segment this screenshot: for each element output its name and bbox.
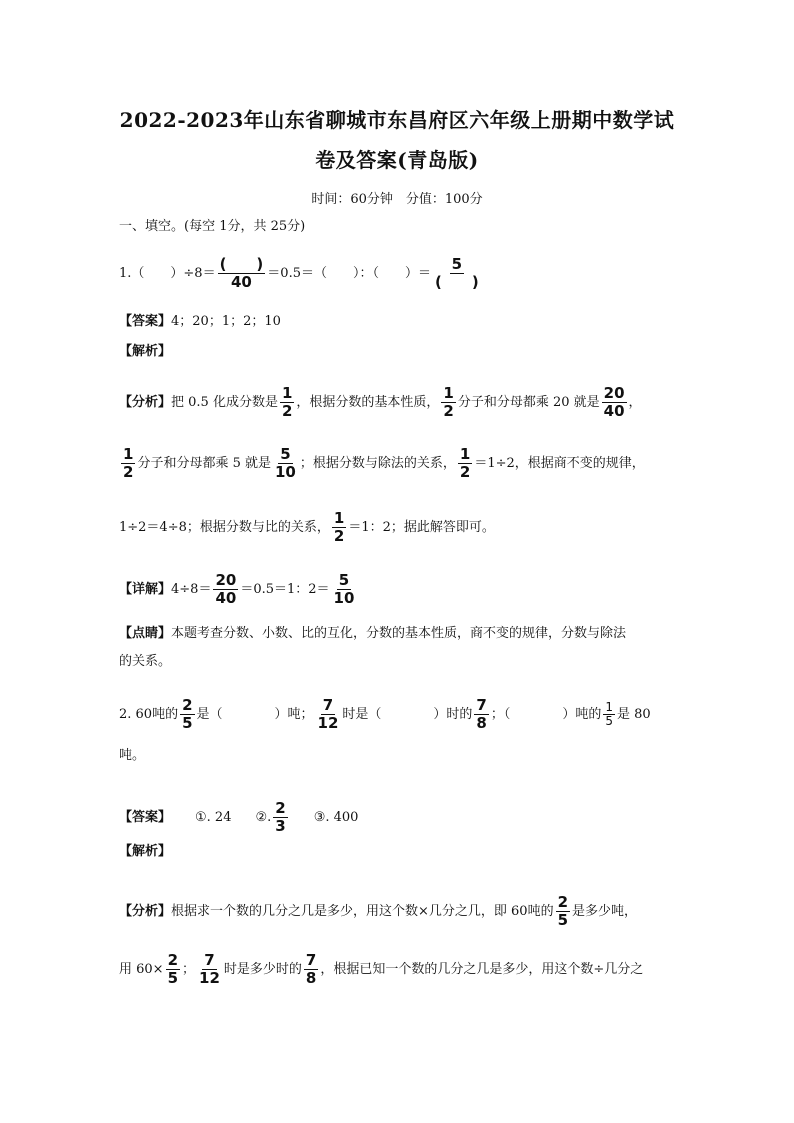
fraction: $\frac{5}{( )}$ xyxy=(434,255,479,291)
doc-title-line1: 2022-2023年山东省聊城市东昌府区六年级上册期中数学试 xyxy=(119,108,675,132)
q1-detail: 【详解】4÷8＝ $\frac{20}{40}$ ＝0.5＝1：2＝ $\frac{5}{10}$ xyxy=(119,571,355,607)
doc-title-line2: 卷及答案(青岛版) xyxy=(315,148,479,172)
q2-analysis-line2: 用 60× $\frac{2}{5}$ ； $\frac{7}{12}$ 时是多少时的 $\frac{7}{8}$ ，根据已知一个数的几分之几是多少，用这个数÷几分之 xyxy=(119,951,644,987)
fraction: $\frac{2}{5}$ xyxy=(182,696,193,732)
fraction: $\frac{1}{5}$ xyxy=(605,700,614,728)
fraction: $\frac{20}{40}$ xyxy=(603,384,625,420)
q1-analysis-line1: 【分析】把 0.5 化成分数是 $\frac{1}{2}$ ，根据分数的基本性质， $\frac{1}{2}$ 分子和分母都乘 20 就是 $\frac{20}{40}$ ， xyxy=(119,384,642,420)
fraction: $\frac{7}{12}$ xyxy=(317,696,339,732)
fraction: $\frac{7}{12}$ xyxy=(199,951,220,987)
fraction: $\frac{2}{5}$ xyxy=(557,893,569,929)
q2-text-cont: 吨。 xyxy=(119,748,146,763)
q2-analysis-line1: 【分析】根据求一个数的几分之几是多少，用这个数×几分之几，即 60吨的 $\frac{2}{5}$ 是多少吨， xyxy=(119,893,638,929)
question-1 xyxy=(119,256,483,291)
q2-answer: 【答案】 ①. 24 ②. $\frac{2}{3}$ ③. 400 xyxy=(119,799,359,835)
fraction: $\frac{1}{2}$ xyxy=(333,509,345,545)
fraction: $\frac{5}{10}$ xyxy=(274,445,296,481)
question-2: 2. 60吨的 $\frac{2}{5}$ 是（ ）吨； $\frac{7}{12}$ 时是（ ）时的 $\frac{7}{8}$ ；（ ）吨的 $\frac{1}{5}$ 是 80 xyxy=(119,696,651,732)
q1-jiexi-label: 【解析】 xyxy=(119,344,172,359)
fraction: $\frac{2}{3}$ xyxy=(275,799,286,835)
q1-point-line1: 【点睛】本题考查分数、小数、比的互化，分数的基本性质，商不变的规律，分数与除法 xyxy=(119,626,627,641)
fraction: $\frac{2}{5}$ xyxy=(167,951,179,987)
q1-analysis-line2: $\frac{1}{2}$ 分子和分母都乘 5 就是 $\frac{5}{10}$ ；根据分数与除法的关系， $\frac{1}{2}$ ＝1÷2，根据商不变的规律， xyxy=(123,445,645,481)
fraction: $\frac{1}{2}$ xyxy=(123,445,134,481)
q1-text: ＝0.5＝（ ）：（ ）＝ xyxy=(267,266,431,281)
fraction: $\frac{1}{2}$ xyxy=(281,384,293,420)
fraction: $\frac{7}{8}$ xyxy=(305,951,317,987)
fraction: $\frac{( )}{40}$ xyxy=(219,255,264,291)
section-heading: 一、填空。(每空 1分，共 25分) xyxy=(119,219,306,234)
fraction: $\frac{5}{10}$ xyxy=(333,571,355,607)
time-score-info: 时间：60分钟 分值：100分 xyxy=(311,192,483,207)
fraction: $\frac{20}{40}$ xyxy=(215,571,237,607)
q1-point-line2: 的关系。 xyxy=(119,654,172,669)
q2-jiexi-label: 【解析】 xyxy=(119,844,172,859)
fraction: $\frac{7}{8}$ xyxy=(476,696,487,732)
q1-answer: 【答案】4；20；1；2；10 xyxy=(119,314,281,329)
fraction: $\frac{1}{2}$ xyxy=(459,445,471,481)
q1-analysis-line3: 1÷2＝4÷8；根据分数与比的关系， $\frac{1}{2}$ ＝1：2；据此解答即可。 xyxy=(119,509,495,545)
q1-text: 1.（ ）÷8＝ xyxy=(119,266,216,281)
fraction: $\frac{1}{2}$ xyxy=(443,384,454,420)
